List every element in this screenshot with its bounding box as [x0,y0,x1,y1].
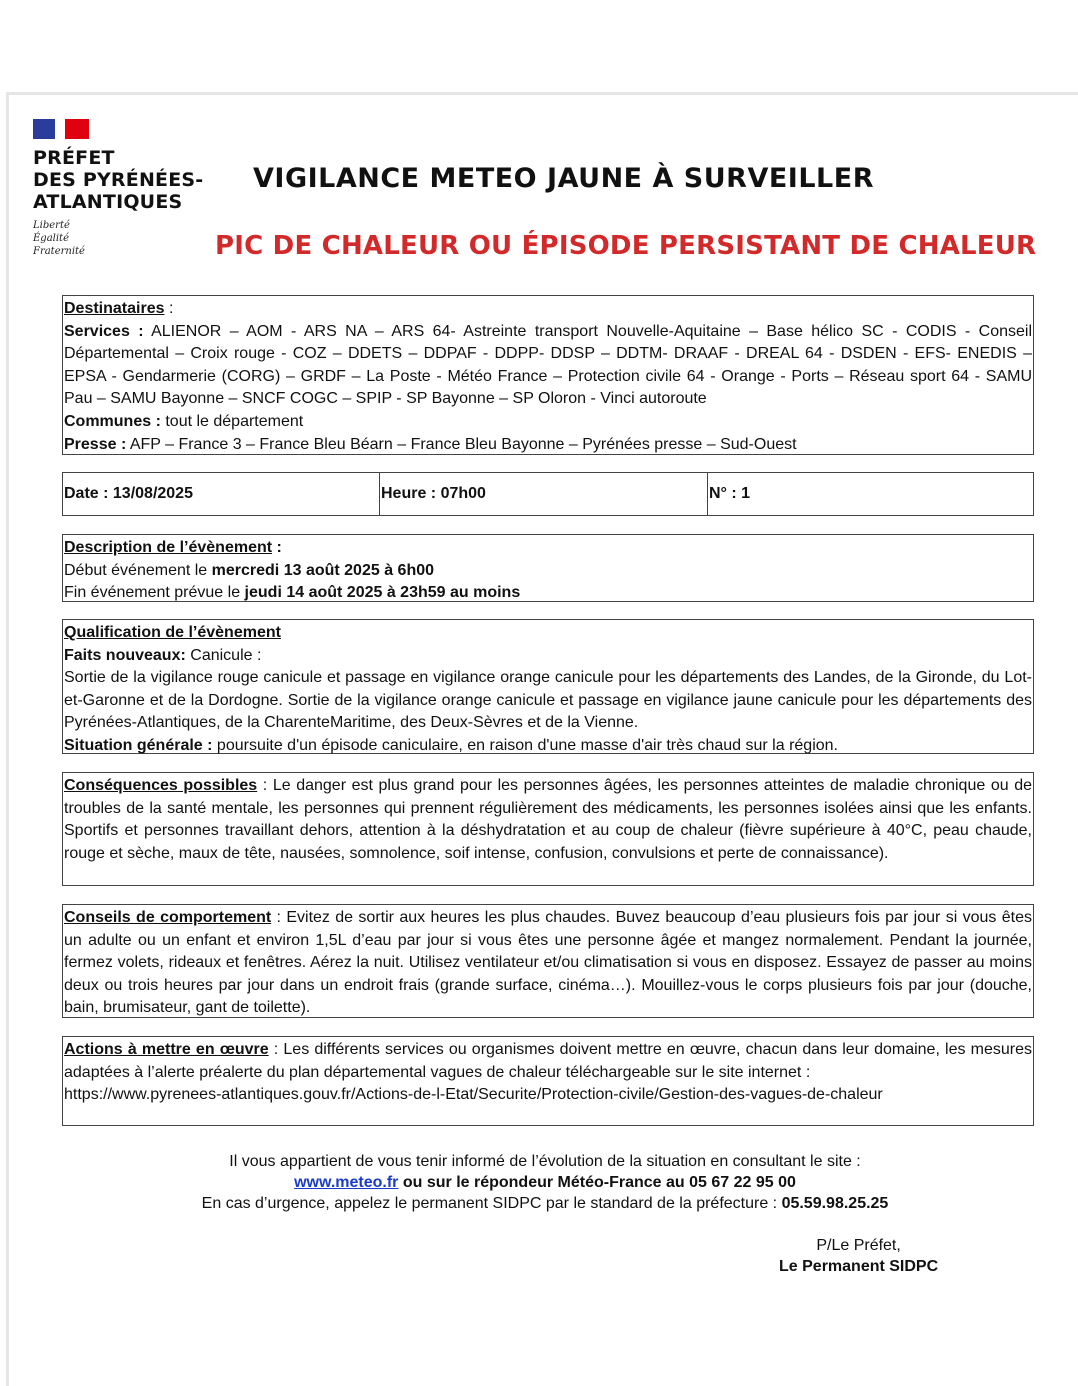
number-cell: N° : 1 [709,485,751,502]
footer-line-1: Il vous appartient de vous tenir informé de l’évolution de la situation en consultant le site : [229,1153,861,1170]
fin-value: jeudi 14 août 2025 à 23h59 au moins [244,584,521,602]
document-title: VIGILANCE METEO JAUNE À SURVEILLER [253,163,874,194]
date-cell: Date : 13/08/2025 [63,473,380,515]
conseils-text: : Evitez de sortir aux heures les plus chaudes. Buvez beaucoup d’eau plusieurs fois par jour si vous êtes un adulte ou un enfant et environ 1,5L d’eau par jour si vous êtes une personne âgée et mangez normalement. Pendant la journée, fermez volets, rideaux et fenêtres. Aérez la nuit. Utilisez ventilateur et/ou climatisation si vous en disposez. Essayez de passer au moins deux ou trois heures par jour dans un endroit frais (grande surface, cinéma…). Mouillez-vous le corps plusieurs fois par jour (douche, bain, brumisateur, gant de toilette). [64,909,1033,1017]
debut-value: mercredi 13 août 2025 à 6h00 [211,561,435,579]
actions-url[interactable]: https://www.pyrenees-atlantiques.gouv.fr/Actions-de-l-Etat/Securite/Protection-civile/Gestion-des-vagues-de-chaleur [64,1086,883,1104]
faits-text: Canicule : [185,646,262,664]
prefet-line: ATLANTIQUES [33,191,183,213]
fin-prefix: Fin événement prévue le [64,584,245,602]
footer-urgence-prefix: En cas d’urgence, appelez le permanent SIDPC par le standard de la préfecture : [201,1195,782,1212]
faits-label: Faits nouveaux: [64,646,186,664]
prefet-line: PRÉFET [33,147,115,169]
qualification-box [62,619,1034,754]
footer-phone-line: ou sur le répondeur Météo-France au 05 67 22 95 00 [398,1174,796,1191]
description-box [62,534,1034,602]
footer-urgence-phone: 05.59.98.25.25 [781,1195,889,1212]
republic-motto [33,219,233,258]
consequences-text: : Le danger est plus grand pour les personnes âgées, les personnes atteintes de maladie chronique ou de troubles de la santé mentale, les personnes qui prennent régulièrement des médicaments, les personnes isolées ainsi que les enfants. Sportifs et personnes travaillant dehors, attention à la déshydratation et au coup de chaleur (fièvre supérieure à 40°C, peau chaude, rouge et sèche, maux de tête, nausées, somnolence, soif intense, confusion, convulsions et perte de connaissance). [64,777,1033,862]
situation-text: poursuite d'un épisode caniculaire, en raison d'une masse d'air très chaud sur la région. [212,736,838,754]
document-page [6,92,1078,1386]
consequences-box [62,772,1034,886]
actions-box [62,1036,1034,1126]
destinataires-colon: : [164,300,174,317]
signature-line-1: P/Le Préfet, [816,1237,901,1254]
actions-heading: Actions à mettre en œuvre [64,1041,269,1058]
signature-block [779,1235,938,1277]
debut-prefix: Début événement le [64,561,212,579]
prefet-name [33,147,233,213]
bulletin-meta-row [62,472,1034,516]
communes-text: tout le département [160,412,304,430]
qualification-body: Sortie de la vigilance rouge canicule et passage en vigilance orange canicule pour les départements des Landes, de la Gironde, du Lot-et-Garonne et de la Dordogne. Sortie de la vigilance orange canicule et passage en vigilance jaune canicule pour les départements des Pyrénées-Atlantiques, de la CharenteMaritime, des Deux-Sèvres et de la Vienne. [64,669,1032,732]
signature-line-2: Le Permanent SIDPC [779,1258,939,1275]
destinataires-heading: Destinataires [64,300,165,317]
services-label: Services : [64,322,144,340]
presse-label: Presse : [64,435,127,453]
presse-text: AFP – France 3 – France Bleu Béarn – France Bleu Bayonne – Pyrénées presse – Sud-Ouest [126,435,797,453]
description-colon: : [272,539,282,556]
services-text: ALIENOR – AOM - ARS NA – ARS 64- Astreinte transport Nouvelle-Aquitaine – Base hélico SC - CODIS - Conseil Départemental – Croix rouge - COZ – DDETS – DDPAF - DDPP- DDSP – DDTM- DRAAF - DREAL 64 - DSDEN - EFS- ENEDIS – EPSA - Gendarmerie (CORG) – GRDF – La Poste - Météo France – Protection civile 64 - Orange - Ports – Réseau sport 64 - SAMU Pau – SAMU Bayonne – SNCF COGC – SPIP - SP Bayonne – SP Oloron - Vinci autoroute [64,322,1033,408]
conseils-box [62,904,1034,1018]
meteo-link[interactable]: www.meteo.fr [294,1174,399,1191]
marianne-flag-icon [33,119,89,139]
document-subtitle: PIC DE CHALEUR OU ÉPISODE PERSISTANT DE CHALEUR [215,231,1037,261]
footer-info [9,1151,1078,1214]
situation-label: Situation générale : [64,736,213,754]
destinataires-box [62,295,1034,455]
motto-line: Fraternité [33,246,85,257]
motto-line: Égalité [33,233,69,244]
time-cell: Heure : 07h00 [380,473,708,515]
conseils-heading: Conseils de comportement [64,909,272,926]
communes-label: Communes : [64,412,161,430]
actions-text: : Les différents services ou organismes doivent mettre en œuvre, chacun dans leur domaine, les mesures adaptées à l’alerte préalerte du plan départemental vagues de chaleur téléchargeable sur le site internet : [64,1041,1033,1081]
motto-line: Liberté [33,220,70,231]
prefet-line: DES PYRÉNÉES- [33,169,204,191]
qualification-heading: Qualification de l’évènement [64,624,281,641]
description-heading: Description de l’évènement [64,539,273,556]
consequences-heading: Conséquences possibles [64,777,258,794]
prefecture-logo [33,119,233,258]
